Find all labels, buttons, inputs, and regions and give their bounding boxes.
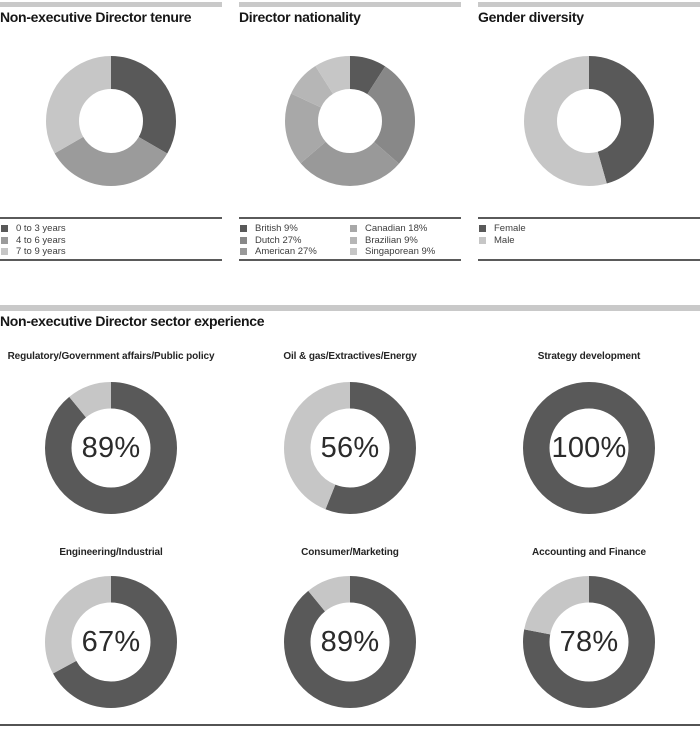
donut-center-label: 67%: [81, 625, 141, 658]
chart-card-nationality: [239, 0, 461, 300]
legend-column: [478, 223, 588, 246]
section-title-sector-experience: Non-executive Director sector experience: [0, 313, 265, 329]
strategy-donut-chart: [522, 381, 656, 515]
legend-item: [0, 246, 110, 258]
chart-card-gender: [478, 0, 700, 300]
engineering-donut-chart: [44, 575, 178, 709]
sector-cell-oil-gas: [239, 351, 461, 541]
legend-label: American 27%: [255, 246, 317, 257]
legend-swatch-icon: [240, 248, 247, 255]
legend-label: 7 to 9 years: [16, 246, 66, 257]
gender-legend: [478, 223, 588, 246]
legend-swatch-icon: [240, 225, 247, 232]
sector-cell-engineering: [0, 547, 222, 735]
legend-swatch-icon: [350, 237, 357, 244]
legend-top-divider: [239, 217, 461, 219]
legend-label: 0 to 3 years: [16, 223, 66, 234]
page-bottom-divider: [0, 724, 700, 726]
gender-donut-chart: [523, 55, 655, 187]
nationality-legend: [239, 223, 459, 258]
sector-title: Oil & gas/Extractives/Energy: [283, 351, 417, 362]
legend-item: [349, 235, 459, 247]
donut-svg: [284, 55, 416, 187]
legend-column: [239, 223, 349, 258]
tenure-donut-chart: [45, 55, 177, 187]
legend-top-divider: [0, 217, 222, 219]
chart-title-tenure: Non-executive Director tenure: [0, 9, 192, 25]
legend-bottom-divider: [239, 259, 461, 261]
legend-swatch-icon: [1, 237, 8, 244]
section-cap-bar: [0, 305, 700, 311]
legend-label: Female: [494, 223, 526, 234]
legend-label: British 9%: [255, 223, 298, 234]
legend-item: [349, 246, 459, 258]
sector-cell-strategy: [478, 351, 700, 541]
legend-swatch-icon: [1, 225, 8, 232]
donut-center-label: 56%: [320, 431, 380, 464]
legend-item: [478, 235, 588, 247]
legend-item: [478, 223, 588, 235]
legend-label: Canadian 18%: [365, 223, 428, 234]
donut-center-label: 78%: [559, 625, 619, 658]
sector-title: Consumer/Marketing: [301, 547, 399, 558]
oil-gas-donut-chart: [283, 381, 417, 515]
chart-title-nationality: Director nationality: [239, 9, 361, 25]
legend-item: [0, 223, 110, 235]
legend-item: [239, 223, 349, 235]
donut-svg: [523, 55, 655, 187]
top-cap-bar: [239, 2, 461, 7]
legend-bottom-divider: [478, 259, 700, 261]
legend-swatch-icon: [350, 248, 357, 255]
sector-title: Regulatory/Government affairs/Public policy: [7, 351, 215, 362]
regulatory-donut-chart: [44, 381, 178, 515]
donut-svg: [45, 55, 177, 187]
donut-center-label: 100%: [551, 431, 627, 464]
sector-title: Strategy development: [537, 351, 641, 362]
legend-label: Male: [494, 234, 515, 246]
sector-cell-consumer: [239, 547, 461, 735]
legend-swatch-icon: [350, 225, 357, 232]
sector-cell-accounting: [478, 547, 700, 735]
chart-title-gender: Gender diversity: [478, 9, 584, 25]
legend-swatch-icon: [240, 237, 247, 244]
donut-center-label: 89%: [81, 431, 141, 464]
legend-column: [0, 223, 110, 258]
legend-label: Dutch 27%: [255, 234, 302, 246]
legend-top-divider: [478, 217, 700, 219]
legend-swatch-icon: [479, 237, 486, 244]
legend-swatch-icon: [1, 248, 8, 255]
donut-center-label: 89%: [320, 625, 380, 658]
legend-bottom-divider: [0, 259, 222, 261]
legend-swatch-icon: [479, 225, 486, 232]
legend-label: Singaporean 9%: [365, 246, 436, 257]
sector-title: Engineering/Industrial: [59, 547, 163, 558]
tenure-legend: [0, 223, 110, 258]
legend-item: [239, 235, 349, 247]
top-cap-bar: [0, 2, 222, 7]
nationality-donut-chart: [284, 55, 416, 187]
legend-label: 4 to 6 years: [16, 234, 66, 246]
consumer-donut-chart: [283, 575, 417, 709]
legend-column: [349, 223, 459, 258]
sector-cell-regulatory: [0, 351, 222, 541]
legend-item: [239, 246, 349, 258]
accounting-donut-chart: [522, 575, 656, 709]
chart-card-tenure: [0, 0, 222, 300]
top-cap-bar: [478, 2, 700, 7]
legend-label: Brazilian 9%: [365, 234, 418, 246]
sector-title: Accounting and Finance: [532, 547, 646, 558]
legend-item: [0, 235, 110, 247]
legend-item: [349, 223, 459, 235]
